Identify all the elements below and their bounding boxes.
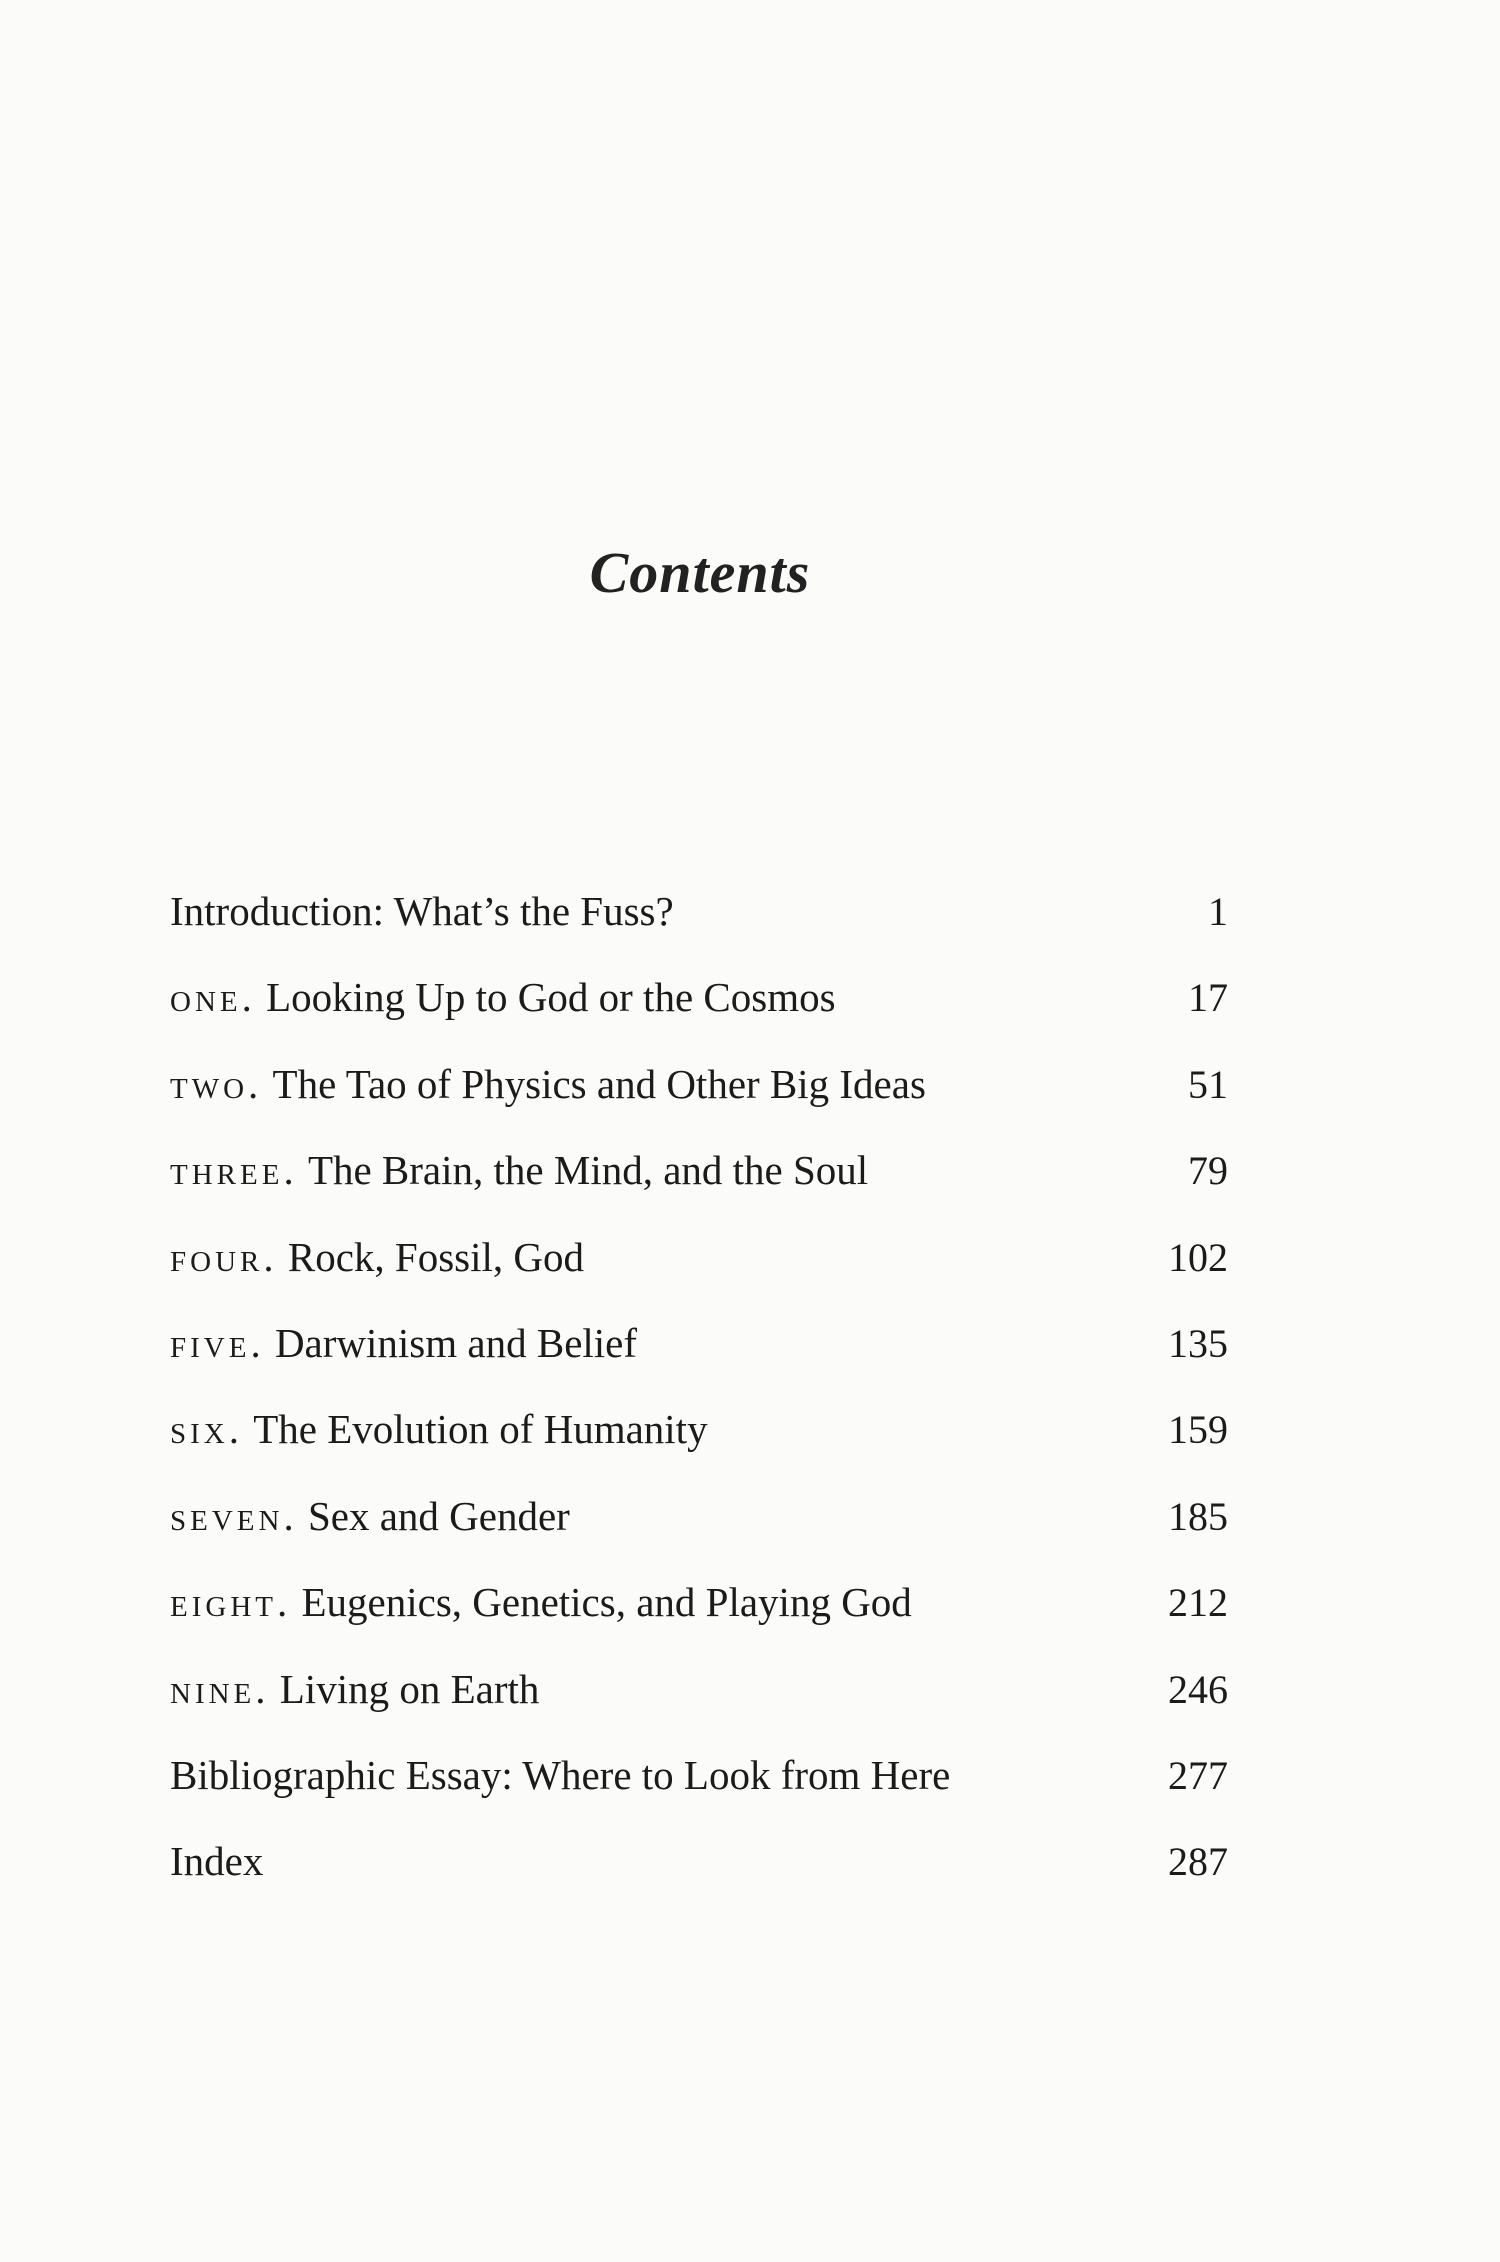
toc-entry [170,1665,1228,1751]
toc-entry [170,1492,1228,1578]
page-number: 135 [1168,1320,1228,1366]
label-separator: . [283,1492,304,1539]
entry-text [170,1578,912,1626]
entry-title: Eugenics, Genetics, and Playing God [301,1579,912,1626]
toc-entry [170,1146,1228,1232]
chapter-label: eight [170,1579,277,1626]
toc-entry [170,1578,1228,1664]
chapter-label: six [170,1406,229,1453]
label-separator: . [263,1233,284,1280]
page-number: 277 [1168,1752,1228,1798]
toc-entry [170,1751,1228,1837]
chapter-label: four [170,1233,264,1280]
entry-text [170,1319,637,1367]
toc-entry [170,973,1228,1059]
entry-text [170,1665,539,1713]
page-number: 51 [1188,1061,1228,1107]
entry-text [170,1233,584,1281]
label-separator: . [283,1147,304,1194]
page-number: 185 [1168,1493,1228,1539]
entry-title: Bibliographic Essay: Where to Look from Here [170,1751,951,1798]
entry-text [170,973,836,1021]
page-number: 79 [1188,1148,1228,1194]
toc-entry [170,1319,1228,1405]
chapter-label: two [170,1060,249,1107]
label-separator: . [248,1060,269,1107]
entry-text [170,1492,570,1540]
toc-entry [170,1837,1228,1923]
page-number: 246 [1168,1666,1228,1712]
label-separator: . [276,1579,298,1626]
entry-title: The Tao of Physics and Other Big Ideas [272,1060,926,1107]
entry-title: Introduction: What’s the Fuss? [170,888,674,934]
toc-entry [170,1405,1228,1491]
toc-entry [170,1060,1228,1146]
page-number: 159 [1168,1407,1228,1453]
page-number: 212 [1168,1580,1228,1626]
page-number: 102 [1168,1234,1228,1280]
entry-title: The Brain, the Mind, and the Soul [307,1147,869,1194]
entry-text [170,1146,868,1194]
page-number: 287 [1168,1839,1228,1885]
entry-title: Index [170,1838,264,1885]
entry-text [170,1405,708,1453]
entry-title: Darwinism and Belief [274,1319,638,1366]
page-number: 17 [1188,975,1228,1021]
page-title: Contents [589,539,811,605]
page-number: 1 [1208,889,1228,934]
label-separator: . [250,1319,271,1366]
entry-title: The Evolution of Humanity [253,1406,708,1453]
label-separator: . [255,1665,276,1712]
chapter-label: nine [170,1665,256,1712]
toc-entry [170,887,1228,973]
entry-title: Rock, Fossil, God [287,1233,585,1280]
chapter-label: seven [170,1492,284,1539]
entry-title: Living on Earth [279,1665,540,1712]
chapter-label: three [170,1147,284,1194]
label-separator: . [228,1406,250,1453]
entry-text [170,1060,926,1108]
toc-entry [170,1233,1228,1319]
entry-text [170,1751,950,1799]
entry-text [170,1837,263,1885]
entry-text [170,887,674,935]
chapter-label: one [170,974,242,1021]
table-of-contents [170,887,1228,1924]
entry-title: Looking Up to God or the Cosmos [266,974,836,1021]
label-separator: . [241,974,263,1021]
chapter-label: five [170,1319,251,1366]
entry-title: Sex and Gender [307,1492,570,1539]
